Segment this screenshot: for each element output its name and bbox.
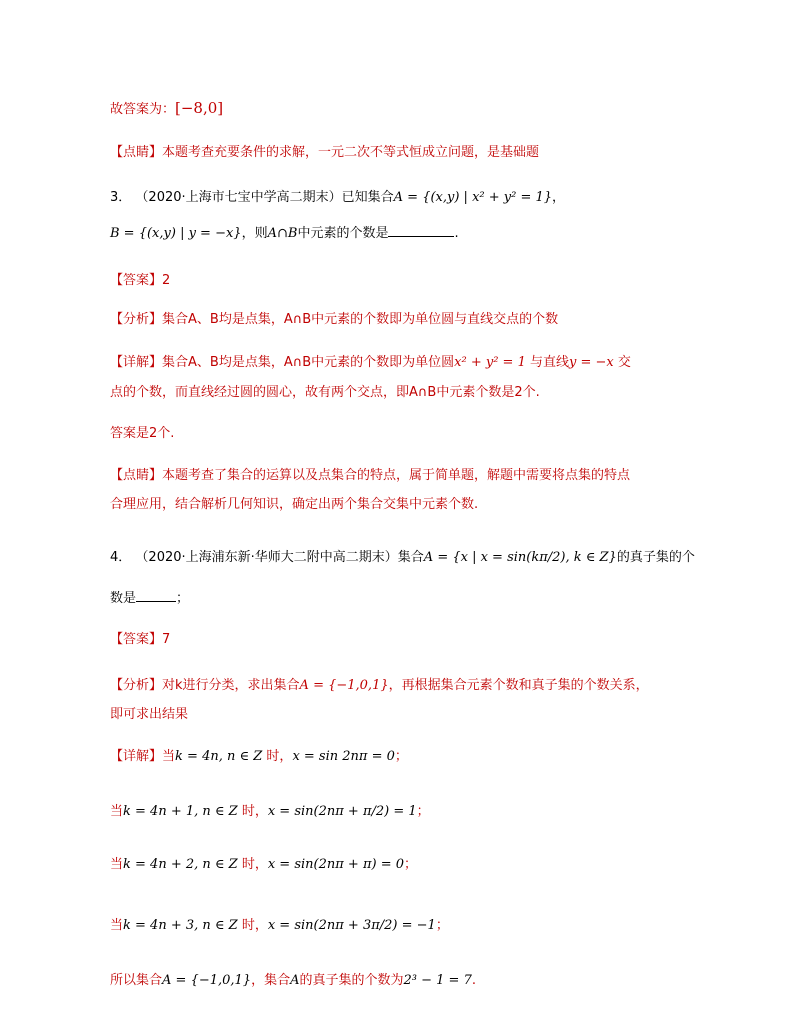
case-lead: 当 [110, 804, 124, 819]
question-3-line-2 [110, 224, 459, 244]
question-source: （2020·上海浦东新·华师大二附中高二期末） [135, 550, 398, 565]
question-number: 4． [110, 550, 132, 565]
analysis-text: 集合A、B均是点集，A∩B中元素的个数即为单位圆与直线交点的个数 [162, 312, 559, 327]
comment-text: 本题考查充要条件的求解，一元二次不等式恒成立问题，是基础题 [162, 145, 540, 160]
answer-label: 故答案为： [110, 102, 176, 117]
set-a-symbol: A [290, 973, 300, 988]
analysis-3 [110, 310, 558, 330]
case-end: ； [404, 857, 418, 872]
conclusion-text: ，集合 [251, 973, 291, 988]
case-equation: x = sin(2nπ + 3π/2) = −1 [267, 918, 436, 933]
answer-value: 7 [162, 632, 171, 647]
set-a-definition: A = {x | x = sin(kπ/2), k ∈ Z} [423, 550, 617, 565]
set-b-definition: B = {(x,y) | y = −x} [110, 226, 242, 241]
detail-4-case-2 [110, 802, 430, 822]
answer-blank [388, 224, 454, 237]
answer-3 [110, 271, 170, 291]
case-condition: k = 4n + 2, n ∈ Z [123, 857, 238, 872]
answer-blank [136, 589, 176, 602]
case-lead: 当 [110, 857, 124, 872]
question-source: （2020·上海市七宝中学高二期末） [135, 190, 342, 205]
analysis-text: 对k进行分类，求出集合 [162, 678, 300, 693]
conclusion-end: . [471, 973, 476, 988]
analysis-4-line-2 [110, 705, 188, 725]
case-end: ； [435, 918, 449, 933]
set-a-definition: A = {(x,y) | x² + y² = 1} [393, 190, 553, 205]
analysis-4-line-1 [110, 676, 649, 696]
tag-detail: 【详解】 [110, 749, 163, 764]
tag-answer: 【答案】 [110, 273, 163, 288]
question-text: 的真子集的个 [616, 550, 695, 565]
tag-dianjing: 【点睛】 [110, 468, 163, 483]
case-mid: 时， [266, 749, 293, 764]
tag-analysis: 【分析】 [110, 312, 163, 327]
subset-count-equation: 2³ − 1 = 7 [403, 973, 472, 988]
case-condition: k = 4n, n ∈ Z [175, 749, 263, 764]
circle-equation: x² + y² = 1 [454, 355, 526, 370]
question-4-line-1 [110, 548, 695, 568]
case-equation: x = sin(2nπ + π) = 0 [267, 857, 404, 872]
tag-dianjing: 【点睛】 [110, 145, 163, 160]
answer-4 [110, 630, 170, 650]
detail-4-case-1 [110, 747, 408, 767]
detail-3-line-2 [110, 383, 540, 403]
detail-4-case-3 [110, 855, 417, 875]
tag-answer: 【答案】 [110, 632, 163, 647]
comment-line-2 [110, 143, 539, 163]
detail-4-case-4 [110, 916, 449, 936]
question-4-line-2 [110, 589, 189, 609]
intersection: A∩B [267, 226, 298, 241]
question-text: 集合 [397, 550, 424, 565]
analysis-text: 即可求出结果 [110, 707, 189, 722]
answer-summary-text: 答案是2个. [110, 426, 175, 441]
question-end: . [454, 226, 459, 241]
answer-value: 2 [162, 273, 171, 288]
case-equation: x = sin(2nπ + π/2) = 1 [267, 804, 417, 819]
case-end: ； [416, 804, 430, 819]
question-text: 中元素的个数是 [297, 226, 389, 241]
tag-analysis: 【分析】 [110, 678, 163, 693]
detail-3-line-1 [110, 353, 631, 373]
set-a-result: A = {−1,0,1} [162, 973, 252, 988]
line-equation: y = −x [569, 355, 614, 370]
detail-text: 点的个数，而直线经过圆的圆心，故有两个交点，即A∩B中元素个数是2个. [110, 385, 540, 400]
question-text: 已知集合 [341, 190, 394, 205]
case-lead: 当 [162, 749, 176, 764]
case-condition: k = 4n + 3, n ∈ Z [123, 918, 238, 933]
case-mid: 时， [241, 857, 268, 872]
case-lead: 当 [110, 918, 124, 933]
detail-text: 交 [617, 355, 631, 370]
comment-3-line-1 [110, 466, 630, 486]
detail-text: 与直线 [529, 355, 569, 370]
comment-text: 合理应用，结合解析几何知识，确定出两个集合交集中元素个数. [110, 497, 479, 512]
question-3-line-1: 3． （2020·上海市七宝中学高二期末）已知集合A = {(x,y) | x² + y² = 1}， [110, 190, 566, 205]
detail-text: 集合A、B均是点集，A∩B中元素的个数即为单位圆 [162, 355, 455, 370]
comment-3-line-2 [110, 495, 478, 515]
case-end: ； [394, 749, 408, 764]
case-condition: k = 4n + 1, n ∈ Z [123, 804, 238, 819]
final-conclusion [110, 971, 476, 991]
comment-text: 本题考查了集合的运算以及点集合的特点，属于简单题，解题中需要将点集的特点 [162, 468, 631, 483]
tag-detail: 【详解】 [110, 355, 163, 370]
case-equation: x = sin 2nπ = 0 [292, 749, 395, 764]
answer-line [110, 98, 223, 120]
set-a-result: A = {−1,0,1} [299, 678, 389, 693]
case-mid: 时， [241, 918, 268, 933]
answer-summary [110, 424, 174, 444]
question-end: ； [176, 591, 190, 606]
question-text: 数是 [110, 591, 137, 606]
question-number: 3． [110, 190, 132, 205]
answer-math: [−8,0] [175, 99, 224, 117]
conclusion-text: 的真子集的个数为 [299, 973, 404, 988]
case-mid: 时， [241, 804, 268, 819]
conclusion-text: 所以集合 [110, 973, 163, 988]
question-text: ，则 [241, 226, 268, 241]
analysis-text: ，再根据集合元素个数和真子集的个数关系， [388, 678, 649, 693]
